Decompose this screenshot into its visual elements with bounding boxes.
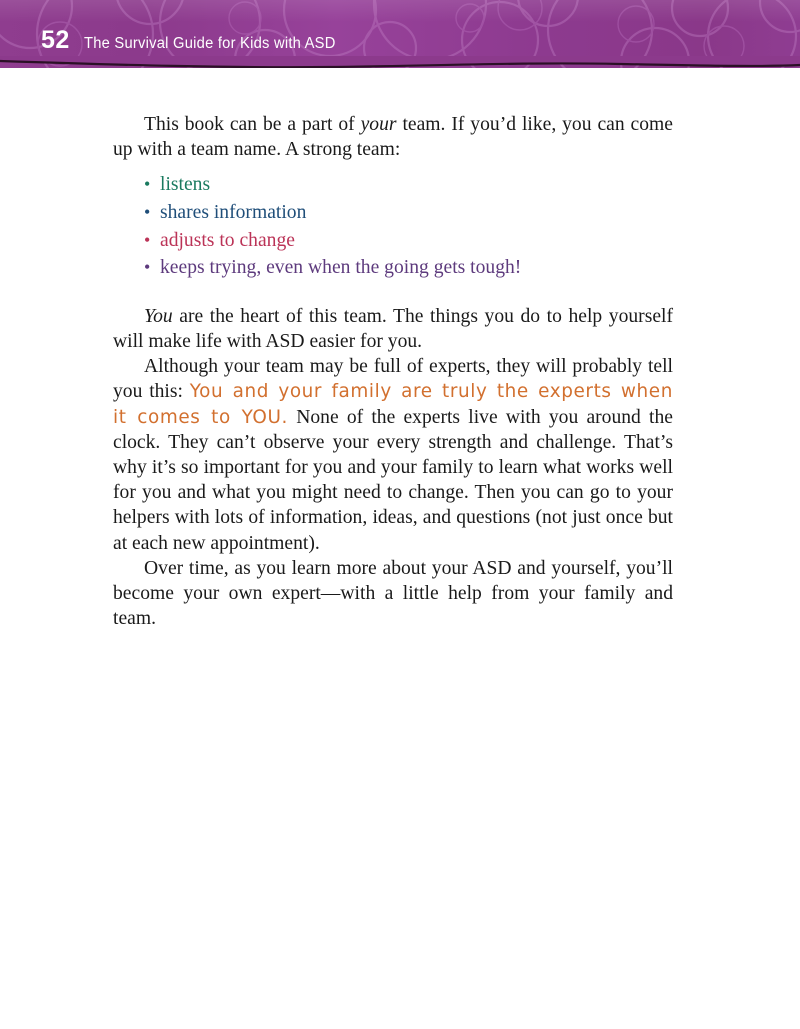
- header-content: [41, 28, 349, 53]
- bullet-label: shares information: [160, 202, 307, 223]
- bullet-label: keeps trying, even when the going gets tough!: [160, 257, 522, 279]
- list-item: [113, 227, 673, 255]
- bullet-label: listens: [160, 174, 211, 196]
- page-number: 52: [41, 26, 70, 54]
- page-body-content: [113, 112, 673, 631]
- book-title: The Survival Guide for Kids with ASD: [83, 35, 336, 52]
- paragraph-intro-emphasis: your: [360, 114, 397, 135]
- list-item: [113, 171, 673, 199]
- paragraph-you-emphasis: You: [144, 305, 173, 327]
- paragraph-experts-rest: None of the experts live with you around the clock. They can’t observe your every strength and challenge. That’s why it’s so important for you and your family to learn what works well for you and what you might need to change. Then you can go to your helpers with lots of information, ideas, and questions (not just once but at each new appointment).: [113, 406, 673, 554]
- paragraph-experts: [113, 354, 673, 556]
- paragraph-intro: [113, 112, 673, 162]
- list-item: [113, 199, 673, 227]
- strong-team-bullet-list: [113, 171, 673, 281]
- header-bottom-wave-edge: [0, 56, 800, 68]
- paragraph-you-text: are the heart of this team. The things you do to help yourself will make life with ASD easier for you.: [113, 305, 673, 352]
- bullet-label: adjusts to change: [160, 229, 295, 251]
- paragraph-intro-text-2: team. If you’d like, you can come up with a team name. A strong team:: [113, 114, 673, 161]
- paragraph-you-are-heart: [113, 304, 673, 354]
- paragraph-intro-text-1: This book can be a part of: [144, 114, 361, 135]
- page-header-band: [0, 0, 800, 68]
- spacer: [113, 282, 673, 304]
- handwritten-quote: You and your family are truly the experts when it comes to YOU.: [113, 381, 673, 428]
- paragraph-experts-lead: Although your team may be full of experts, they will probably tell you this:: [113, 356, 673, 403]
- paragraph-over-time: Over time, as you learn more about your ASD and yourself, you’ll become your own expert—with a little help from your family and team.: [113, 557, 673, 630]
- list-item: [113, 254, 673, 282]
